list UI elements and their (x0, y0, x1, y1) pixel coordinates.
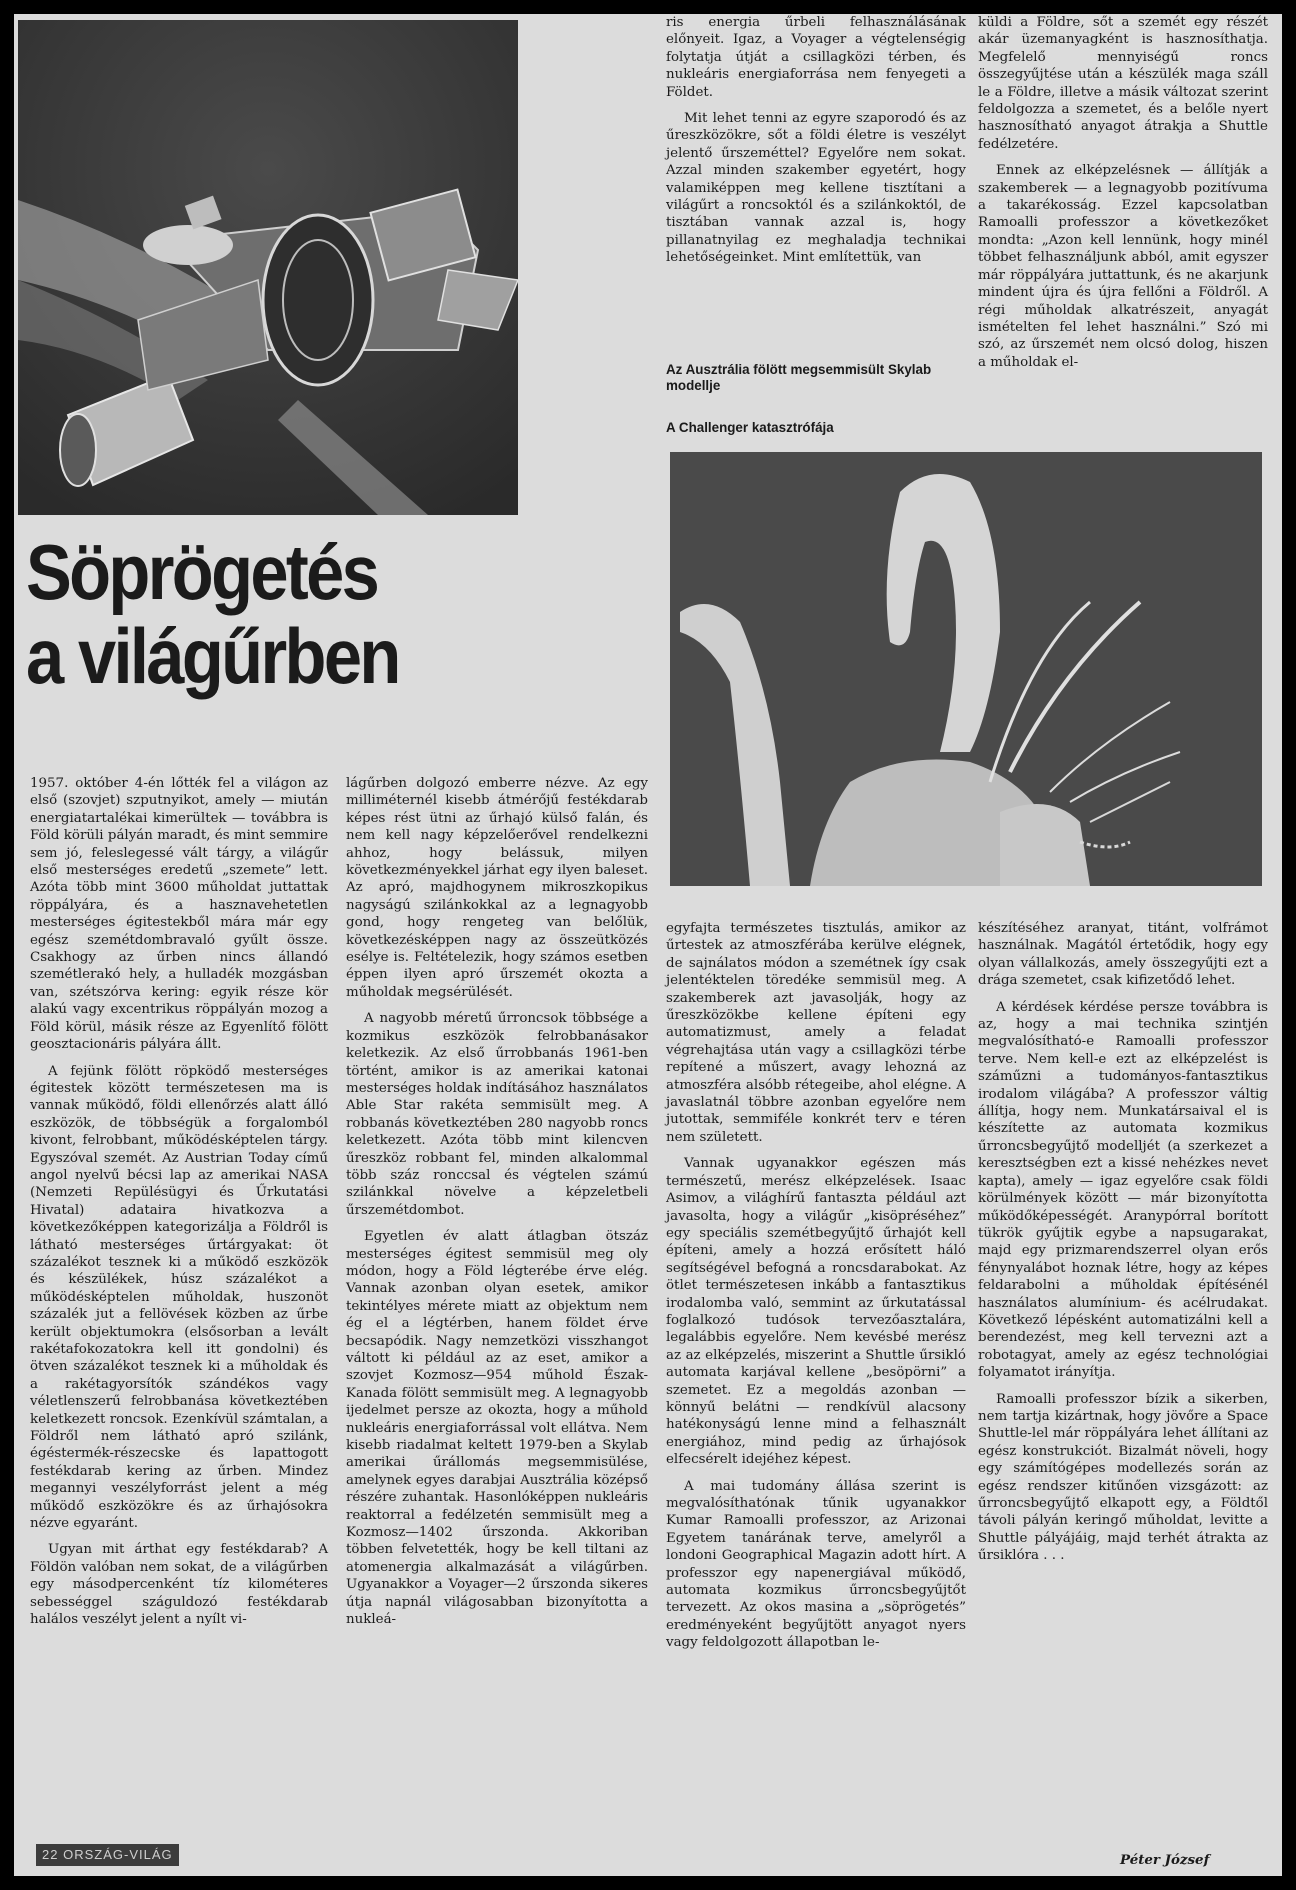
paragraph: Ugyan mit árthat egy festékdarab? A Földön valóban nem sokat, de a világűrben egy másodpercenként tíz kilométeres sebességgel száguldozó festékdarab halálos veszélyt jelent a nyílt vi- (30, 1542, 328, 1628)
skylab-caption: Az Ausztrália fölött megsemmisült Skylab modellje (666, 362, 932, 393)
headline-line-2: a világűrben (26, 612, 399, 700)
paragraph: Egyetlen év alatt átlagban ötszáz mesterséges égitest semmisül meg oly módon, hogy a Föld légterébe érve elég. Vannak azonban olyan esetek, amikor tekintélyes mérete miatt az objektum nem ég el a légtérben, hanem földet érve becsapódik. Nagy nemzetközi visszhangot váltott ki például az az eset, amikor a szovjet Kozmosz—954 műhold Észak-Kanada fölött semmisült meg. A legnagyobb ijedelmet persze az okozta, hogy a műhold nukleáris energiaforrással volt ellátva. Nem kisebb riadalmat keltett 1979-ben a Skylab amerikai űrállomás megsemmisülése, amelynek egyes darabjai Ausztrália középső részére zuhantak. Hasonlóképpen nukleáris reaktorral a fedélzetén semmisült meg a Kozmosz—1402 űrszonda. Akkoriban többen felvetették, hogy be kell tiltani az atomenergia alkalmazását a világűrben. Ugyanakkor a Voyager—2 űrszonda sikeres útja napnál világosabban bizonyította a nukleá- (346, 1229, 648, 1628)
space-station-illustration-icon (18, 20, 518, 515)
paragraph: Ennek az elképzelésnek — állítják a szakemberek — a legnagyobb pozitívuma a takarékosság. Ezzel kapcsolatban Ramoalli professzor a következőket mondta: „Azon kell lennünk, hogy minél többet felhasználjunk abból, amit egyszer már röppályára juttattunk, és ne akarjunk mindent újra és újra fellőni a Földről. A régi műholdak alkatrészeit, anyagát ismételten fel lehet használni.” Szó mi szó, az űrszemét nem olcsó dolog, hiszen a műholdak el- (978, 163, 1268, 370)
paragraph: készítéséhez aranyat, titánt, volfrámot használnak. Magától értetődik, hogy egy olyan vállalkozás, amely összegyűjti ezt a drága szemetet, csak kifizetődő lehet. (978, 921, 1268, 989)
article-column-3-top (666, 14, 966, 276)
headline-line-1: Söprögetés (26, 528, 378, 616)
paragraph: A nagyobb méretű űrroncsok többsége a kozmikus eszközök felrobbanásakor keletkezik. Az első űrrobbanás 1961-ben történt, amikor is az amerikai katonai mesterséges holdak indításához használatos Able Star rakéta semmisült meg. A robbanás következtében 280 nagyobb roncs keletkezett. Azóta több mint kilencven űreszköz robbant fel, minden alkalommal több száz ronccsal és végtelen számú szilánkkal növelve a képzeletbeli űrszemétdombot. (346, 1011, 648, 1218)
skylab-illustration (18, 20, 518, 515)
article-column-1 (30, 775, 328, 1638)
paragraph: Vannak ugyanakkor egészen más természetű, merész elképzelések. Isaac Asimov, a világhírű fantaszta például azt javasolta, hogy a világűr „kisöpréséhez” egy speciális szemétbegyűjtő űrhajót kell építeni, amely a hozzá erősített háló segítségével befogná a roncsdarabokat. Az ötlet természetesen inkább a fantasztikus irodalomba való, semmint az űrkutatással foglalkozó tudósok tervezőasztalára, legalábbis egyelőre. Nem kevésbé merész az az elképzelés, miszerint a Shuttle űrsikló automata karjával kellene „besöpörni” a szemetet. Ez a megoldás azonban — könnyű belátni — rendkívül alacsony hatékonyságú lenne mind a felhasznált energiához, mind pedig az űrhajósok elfecsérelt idejéhez képest. (666, 1156, 966, 1468)
challenger-photo (670, 452, 1262, 886)
paragraph: 1957. október 4-én lőtték fel a világon az első (szovjet) szputnyikot, amely — miután energiatartalékai kimerültek — továbbra is Föld körüli pályán maradt, és mint semmire sem jó, feleslegessé vált tárgy, a világűr első mesterséges eredetű „szemete” lett. Azóta több mint 3600 műholdat juttattak röppályára, és a hasznavehetetlen mesterséges égitestekből mára már egy egész szemétdombravaló gyűlt össze. Csakhogy az űrben nincs állandó szemétlerakó hely, a hulladék mozgásban van, szétszórva kering: egyik része kör alakú vagy excentrikus röppályán mozog a Föld körül, másik része az Egyenlítő fölött geosztacionáris pályára állt. (30, 776, 328, 1053)
challenger-caption: A Challenger katasztrófája (666, 420, 834, 435)
article-column-2 (346, 775, 648, 1638)
article-column-4-top (978, 14, 1268, 380)
paragraph: lágűrben dolgozó emberre nézve. Az egy milliméternél kisebb átmérőjű festékdarab képes rést ütni az űrhajó külső falán, és nem kell nagy képzelőerővel rendelkezni ahhoz, hogy belássuk, milyen következményekkel járhat egy ilyen baleset. Az apró, majdhogynem mikroszkopikus nagyságú szilánkokkal az a legnagyobb gond, hogy rengeteg van belőlük, következésképpen nagy az összeütközés esélye is. Feltételezik, hogy számos esetben éppen ilyen apró űrszemét okozta a műholdak megsérülését. (346, 776, 648, 1000)
paragraph: Mit lehet tenni az egyre szaporodó és az űreszközökre, sőt a földi életre is veszélyt jelentő űrszeméttel? Egyelőre nem sokat. Azzal minden szakember egyetért, hogy valamiképpen meg kellene tisztítani a világűrt a roncsoktól és a szilánkoktól, de tisztában vannak azzal is, hogy pillanatnyilag ez meghaladja technikai lehetőségeinket. Mint említettük, van (666, 111, 966, 266)
paragraph: A kérdések kérdése persze továbbra is az, hogy a mai technika szintjén megvalósítható-e Ramoalli professzor terve. Nem kell-e ezt az elképzelést is száműzni a tudományos-fantasztikus irodalom világába? A professzor váltig állítja, hogy nem. Munkatársaival el is készítette az automata kozmikus űrroncsbegyűjtő modelljét (a szerkezet a keresztségben ezt a kissé nehézkes nevet kapta), amely — igaz egyelőre csak földi körülmények között — már bizonyította működőképességét. Aranypórral borított tükrök gyűjtik egybe a napsugarakat, majd egy prizmarendszerrel olyan erős fénynyalábot hoznak létre, hogy az képes feldarabolni a műholdak építésénél használatos alumínium- és acélrudakat. Következő lépésként automatizálni kell a berendezést, meg kell tervezni azt a robotagyat, amely az egész technológiai folyamatot irányítja. (978, 999, 1268, 1381)
paragraph: egyfajta természetes tisztulás, amikor az űrtestek az atmoszférába kerülve elégnek, de sajnálatos módon a szemétnek így csak jelentéktelen töredéke semmisül meg. A szakemberek azt javasolják, hogy az űreszközökbe kellene építeni egy automatizmust, amely a feladat végrehajtása után vagy a csillagközi térbe repítené a műszert, avagy lehozná az atmoszféra alsóbb rétegeibe, ahol elégne. A javaslatnál többre azonban egyelőre nem jutottak, semmiféle konkrét terv e téren nem született. (666, 921, 966, 1145)
paragraph: küldi a Földre, sőt a szemét egy részét akár üzemanyagként is hasznosíthatja. Megfelelő mennyiségű roncs összegyűjtése után a készülék maga száll le a Földre, illetve a másik változat szerint feldolgozza a szemetet, és a belőle nyert hasznosítható anyagot átrakja a Shuttle fedélzetére. (978, 15, 1268, 152)
page-folio (36, 1844, 179, 1866)
paragraph: A fejünk fölött röpködő mesterséges égitestek között természetesen ma is vannak működő, földi ellenőrzés alatt álló eszközök, de többségük a forgalomból kivont, felrobbant, működésképtelen tárgy. Egyszóval szemét. Az Austrian Today című angol nyelvű bécsi lap az amerikai NASA (Nemzeti Repülésügyi és Űrkutatási Hivatal) adataira hivatkozva a következőképpen kategorizálja a Földről is látható mesterséges űrtárgyakat: öt százalékot tesznek ki a működő eszközök és készülékek, húsz százalékot a működésképtelen műholdak, huszonöt százalék jut a fellövések közben az űrbe került objektumokra (elsősorban a levált rakétafokozatokra kell itt gondolni) és ötven százalékot tesznek ki a műholdak és a rakétagyorsítók szándékos vagy véletlenszerű felrobbanása következtében keletkezett roncsok. Ezenkívül számtalan, a Földről nem látható apró szilánk, égéstermék-részecske és lapattogott festékdarab kering az űrben. Mindez megannyi veszélyforrást jelent a még működő eszközökre és az űrhajósokra nézve egyaránt. (30, 1063, 328, 1532)
article-column-3-bottom (666, 920, 966, 1661)
article-column-4-bottom (978, 920, 1268, 1574)
author-byline: Péter József (1120, 1852, 1210, 1868)
paragraph: Ramoalli professzor bízik a sikerben, nem tartja kizártnak, hogy jövőre a Space Shuttle-lel már röppályára lehet állítani az egész konstrukciót. Bizalmát növeli, hogy egy számítógépes modellezés során az egész rendszer kitűnően vizsgázott: az űrroncsbegyűjtő elkapott egy, a Földtől távoli pályán keringő műholdat, levitte a Shuttle pályájáig, majd terhét átrakta az űrsiklóra . . . (978, 1391, 1268, 1564)
paragraph: ris energia űrbeli felhasználásának előnyeit. Igaz, a Voyager a végtelenségig folytatja útját a csillagközi térben, és nukleáris energiaforrása nem fenyegeti a Földet. (666, 15, 966, 100)
explosion-smoke-photo-icon (670, 452, 1262, 886)
section-name: ORSZÁG-VILÁG (63, 1847, 173, 1862)
article-headline (26, 530, 554, 698)
page-number: 22 (42, 1847, 59, 1862)
paragraph: A mai tudomány állása szerint is megvalósíthatónak tűnik ugyanakkor Kumar Ramoalli professzor, az Arizonai Egyetem tanárának terve, amelyről a londoni Geographical Magazin adott hírt. A professzor egy napenergiával működő, automata kozmikus űrroncsbegyűjtőt tervezett. Az okos masina a „söprögetés” eredményeként begyűjtött anyagot nyers vagy feldolgozott állapotban le- (666, 1478, 966, 1651)
